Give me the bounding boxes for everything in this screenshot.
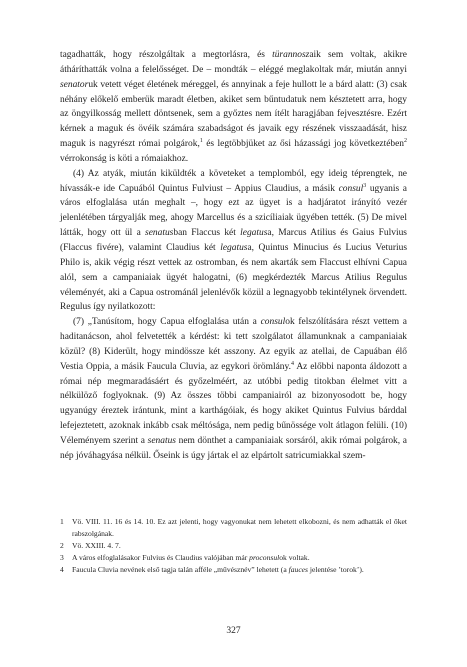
footnote-ref: 4 <box>290 360 294 367</box>
italic-term: fauces <box>288 564 309 574</box>
italic-term: senator <box>60 79 89 90</box>
italic-term: senatus <box>147 435 176 446</box>
text-run: Az előbbi naponta áldozott a római nép megmaradásáért és győzelméért, az utóbbi pedig titokban élelmet vitt a nélkülöző foglyoknak. (9) Az összes többi campaniairól az bizonyosodott be, hogy ugyanúgy éreztek irántunk, mint a karthágóiak, és hogy akiket Quintus Fulvius bárddal lefejeztetett, azoknak inkább csak méltósága, nem pedig bűnössége volt átlagon felüli. (10) Véleményem szerint a <box>60 361 407 446</box>
footnote <box>60 564 407 576</box>
footnotes <box>60 516 407 576</box>
footnote-ref: 1 <box>199 137 203 144</box>
page-number: 327 <box>226 626 241 636</box>
text-run: a, Marcus Atilius és Gaius Fulvius (Flaccus fivére), valamint Claudius két <box>60 228 407 253</box>
paragraph <box>60 167 407 315</box>
text-run: ok felszólítására részt vettem a haditanácson, ahol felvetették a kérdést: ki tett szolgálatot államunknak a campaniaiak közül? (8) Kiderült, hogy mindössze két asszony. Az egyik az atellai, de Capuában élő Vestia Oppia, a másik Faucula Cluvia, az egykori örömlány. <box>60 317 407 372</box>
footnote-ref: 3 <box>363 182 367 189</box>
footnote-text <box>72 540 407 552</box>
text-run: A város elfoglalásakor Fulvius és Claudius valójában már <box>72 552 250 562</box>
text-run: aik sem voltak, akikre átháríthatták volna a felelősséget. De – mondták – eléggé meglakoltak már, miután annyi <box>60 50 407 75</box>
text-run: uk vetett véget életének méreggel, és annyinak a feje hullott le a bárd alatt: (3) csak néhány előkelő emberük maradt életben, akiket sem bűntudatuk nem késztetett arra, hogy az öngyilkosság mellett döntsenek, sem a győztes nem ítélt haragjában fejvesztésre. Ezért kérnek a maguk és övéik számára szabadságot és javaik egy részének visszaadását, hisz maguk is nagyrészt római polgárok, <box>60 79 407 150</box>
footnote-ref: 2 <box>404 137 408 144</box>
italic-term: proconsul <box>249 552 280 562</box>
footnote <box>60 552 407 564</box>
text-run: a, Quintus Minucius és Lucius Veturius Philo is, akik végig részt vettek az ostromban, és nem akarták sem Flaccust elhívni Capua alól, sem a campaniaiak ügyét halogatni, (6) megkérdezték Marcus Atilius Regulus véleményét, aki a Capua ostrománál jelenlévők közül a legnagyobb tekintélynek örvendett. Regulus így nyilatkozott: <box>60 242 407 313</box>
italic-term: türannosz <box>272 50 310 60</box>
text-run: jelentése ’torok’). <box>308 564 364 574</box>
text-run: nem dönthet a campaniaiak sorsáról, akik római polgárok, a nép jóváhagyása nélkül. Őseink is úgy jártak el az elpártolt satricumiakkal szem- <box>60 435 407 461</box>
footnote-text <box>72 516 407 540</box>
footnote-text <box>72 564 407 576</box>
paragraph <box>60 315 407 463</box>
italic-term: consul <box>260 317 286 328</box>
footnote-number: 2 <box>60 540 64 550</box>
text-run: ok voltak. <box>279 552 310 562</box>
text-run: vérrokonság is köti a rómaiakhoz. <box>60 153 189 164</box>
text-run: (4) Az atyák, miután kiküldték a követeket a templomból, egy ideig téprengtek, ne hívassák-e ide Capuából Quintus Fulviust – Appius Claudius, a másik <box>60 168 407 194</box>
text-run: és legtöbbjüket az ősi házassági jog következtében <box>202 139 405 150</box>
footnote <box>60 540 407 552</box>
text-run: tagadhatták, hogy részolgáltak a megtorlásra, és <box>60 50 273 60</box>
italic-term: legatus <box>240 228 268 239</box>
footnote-number: 1 <box>60 517 64 526</box>
footnote-number: 3 <box>60 552 64 562</box>
main-text <box>60 48 407 464</box>
paragraph <box>60 48 407 167</box>
footnote <box>60 516 407 540</box>
italic-term: consul <box>338 183 364 194</box>
italic-term: senatus <box>145 228 174 239</box>
text-run: ban Flaccus két <box>173 228 241 239</box>
text-run: (7) „Tanúsítom, hogy Capua elfoglalása után a <box>73 317 261 328</box>
italic-term: legatus <box>220 242 248 253</box>
footnote-text <box>72 552 407 564</box>
text-run: Vö. XXIII. 4. 7. <box>72 540 121 550</box>
text-run: ugyanis a város elfoglalása után meghalt –, hogy ezt az ügyet is a hadjáratot irányító vezér jelenlétében tárgyalják meg, ahogy Marcellus és a szicíliaiak ügyében tették. (5) De mivel látták, hogy ott ül a <box>60 183 407 239</box>
text-run: Vö. VIII. 11. 16 és 14. 10. Ez azt jelenti, hogy vagyonukat nem lehetett elkobozni, és nem adhatták el őket rabszolgának. <box>72 517 407 538</box>
page-body <box>60 48 407 464</box>
text-run: Faucula Cluvia nevének első tagja talán afféle „művésznév” lehetett (a <box>72 564 289 574</box>
footnote-number: 4 <box>60 564 64 574</box>
